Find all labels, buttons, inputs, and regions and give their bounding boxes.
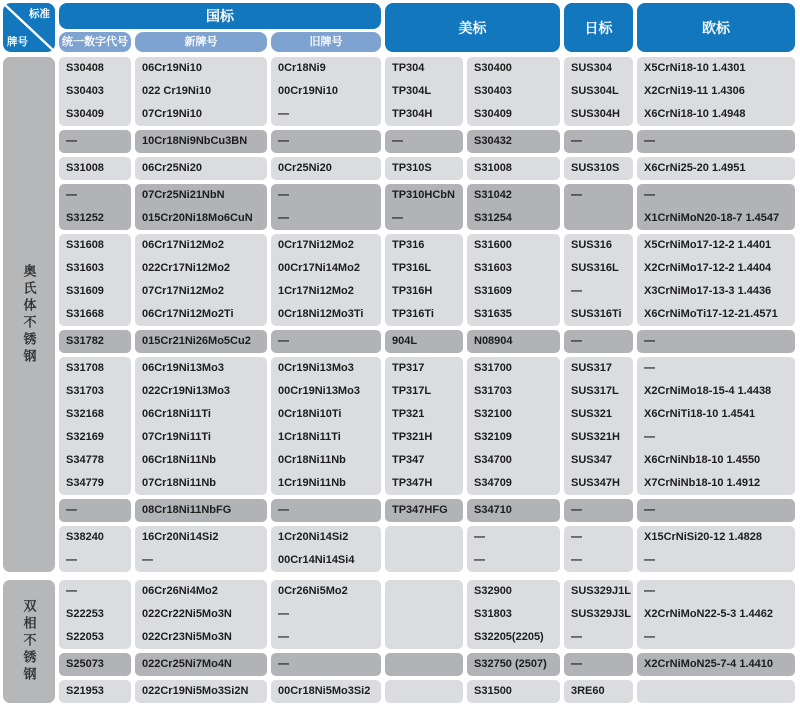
grade-cell: 1Cr20Ni14Si2 xyxy=(278,531,349,543)
grade-cell: S31008 xyxy=(474,162,512,174)
row-group xyxy=(637,330,795,353)
row-group xyxy=(135,57,267,126)
grade-cell: S34709 xyxy=(474,477,512,489)
grade-cell: — xyxy=(571,135,582,147)
grade-cell: S31609 xyxy=(474,285,512,297)
grade-cell: TP347HFG xyxy=(392,504,448,516)
row-group xyxy=(385,526,463,572)
row-group xyxy=(467,157,560,180)
row-group xyxy=(564,184,633,230)
row-group xyxy=(467,680,560,703)
grade-cell: S25073 xyxy=(66,658,104,670)
header-jp: 日标 xyxy=(564,3,633,52)
row-group xyxy=(271,57,381,126)
row-group xyxy=(135,330,267,353)
grade-cell: — xyxy=(278,135,289,147)
col-unified-code xyxy=(59,57,131,703)
grade-cell: TP321H xyxy=(392,431,433,443)
row-group xyxy=(59,499,131,522)
col-old-grade xyxy=(271,57,381,703)
grade-cell: X5CrNi18-10 1.4301 xyxy=(644,62,746,74)
grade-cell: 022 Cr19Ni10 xyxy=(142,85,212,97)
grade-cell: X2CrNiMo17-12-2 1.4404 xyxy=(644,262,772,274)
grade-cell: — xyxy=(66,585,77,597)
grade-cell: 0Cr18Ni11Nb xyxy=(278,454,346,466)
row-group xyxy=(467,357,560,495)
grade-cell: 1Cr18Ni11Ti xyxy=(278,431,341,443)
grade-cell: 00Cr17Ni14Mo2 xyxy=(278,262,360,274)
grade-cell: — xyxy=(392,212,403,224)
grade-cell: X1CrNiMoN20-18-7 1.4547 xyxy=(644,212,780,224)
grade-cell: X6CrNiMoTi17-12-21.4571 xyxy=(644,308,778,320)
grade-cell: S31635 xyxy=(474,308,512,320)
grade-cell: N08904 xyxy=(474,335,513,347)
grade-cell: 904L xyxy=(392,335,418,347)
row-group xyxy=(564,499,633,522)
row-group xyxy=(467,499,560,522)
grade-cell: X2CrNiMoN25-7-4 1.4410 xyxy=(644,658,774,670)
grade-cell: S32169 xyxy=(66,431,104,443)
row-group xyxy=(135,130,267,153)
table-body xyxy=(3,57,800,703)
grade-cell: — xyxy=(644,504,655,516)
row-group xyxy=(637,234,795,326)
row-group xyxy=(59,526,131,572)
grade-cell: S30403 xyxy=(66,85,104,97)
header-gb: 国标 xyxy=(59,3,381,29)
row-group xyxy=(385,184,463,230)
grade-cell: X3CrNiMo17-13-3 1.4436 xyxy=(644,285,772,297)
grade-cell: S30409 xyxy=(66,108,104,120)
row-group xyxy=(385,357,463,495)
section-label xyxy=(3,57,55,572)
grade-cell: SUS329J1L xyxy=(571,585,631,597)
row-group xyxy=(271,234,381,326)
row-group xyxy=(564,526,633,572)
grade-cell: 3RE60 xyxy=(571,685,605,697)
grade-cell: 0Cr26Ni5Mo2 xyxy=(278,585,348,597)
grade-cell: S31703 xyxy=(474,385,512,397)
row-group xyxy=(564,580,633,649)
grade-cell: S31609 xyxy=(66,285,104,297)
grade-cell xyxy=(385,603,463,626)
grade-cell: S31603 xyxy=(66,262,104,274)
grade-cell: S31254 xyxy=(474,212,512,224)
grade-cell: SUS304H xyxy=(571,108,620,120)
row-group xyxy=(385,330,463,353)
grade-cell: TP304H xyxy=(392,108,433,120)
row-group xyxy=(59,680,131,703)
col-us-grade xyxy=(385,57,463,703)
grade-cell xyxy=(637,680,795,703)
grade-cell: 00Cr19Ni13Mo3 xyxy=(278,385,360,397)
row-group xyxy=(135,653,267,676)
grade-cell: S32168 xyxy=(66,408,104,420)
grade-cell: TP347 xyxy=(392,454,425,466)
grade-cell: S31782 xyxy=(66,335,104,347)
grade-cell: X5CrNiMo17-12-2 1.4401 xyxy=(644,239,772,251)
grade-cell: S22053 xyxy=(66,631,104,643)
grade-cell: X6CrNiTi18-10 1.4541 xyxy=(644,408,756,420)
grade-cell: 07Cr19Ni11Ti xyxy=(142,431,211,443)
col-eu-grade xyxy=(637,57,795,703)
grade-cell: S30403 xyxy=(474,85,512,97)
grade-cell: — xyxy=(571,189,582,201)
row-group xyxy=(637,157,795,180)
header-eu: 欧标 xyxy=(637,3,795,52)
grade-cell: — xyxy=(278,108,289,120)
row-group xyxy=(59,357,131,495)
grade-cell: S31600 xyxy=(474,239,512,251)
grade-cell: X6CrNi25-20 1.4951 xyxy=(644,162,746,174)
grade-cell: — xyxy=(392,135,403,147)
table-header xyxy=(3,3,800,52)
grade-cell: 022Cr19Ni13Mo3 xyxy=(142,385,231,397)
grade-cell: — xyxy=(571,554,582,566)
row-group xyxy=(385,157,463,180)
grade-cell: 022Cr22Ni5Mo3N xyxy=(142,608,232,620)
grade-cell: S30432 xyxy=(474,135,512,147)
grade-cell: X6CrNi18-10 1.4948 xyxy=(644,108,746,120)
grade-cell: S32100 xyxy=(474,408,512,420)
row-group xyxy=(59,130,131,153)
grade-cell: 0Cr19Ni13Mo3 xyxy=(278,362,354,374)
grade-cell: 00Cr14Ni14Si4 xyxy=(278,554,355,566)
grade-cell: — xyxy=(571,285,582,297)
row-group xyxy=(59,580,131,649)
row-group xyxy=(467,653,560,676)
grade-cell: TP304 xyxy=(392,62,425,74)
row-group xyxy=(564,130,633,153)
grade-cell: S34700 xyxy=(474,454,512,466)
grade-cell: 08Cr18Ni11NbFG xyxy=(142,504,232,516)
row-group xyxy=(467,184,560,230)
grade-cell: — xyxy=(571,531,582,543)
grade-cell xyxy=(385,526,463,549)
row-group xyxy=(271,157,381,180)
grade-cell: S21953 xyxy=(66,685,104,697)
grade-cell: SUS317L xyxy=(571,385,619,397)
grade-cell: TP316 xyxy=(392,239,425,251)
grade-cell: SUS317 xyxy=(571,362,612,374)
grade-cell: X2CrNiMoN22-5-3 1.4462 xyxy=(644,608,774,620)
section-label-column xyxy=(3,57,55,703)
col-us-uns xyxy=(467,57,560,703)
grade-cell: S31042 xyxy=(474,189,512,201)
row-group xyxy=(385,653,463,676)
grade-cell: — xyxy=(571,335,582,347)
row-group xyxy=(385,499,463,522)
grade-cell: 1Cr17Ni12Mo2 xyxy=(278,285,354,297)
row-group xyxy=(271,499,381,522)
row-group xyxy=(564,357,633,495)
row-group xyxy=(271,130,381,153)
header-us: 美标 xyxy=(385,3,560,52)
row-group xyxy=(637,526,795,572)
grade-cell: SUS321 xyxy=(571,408,612,420)
row-group xyxy=(467,57,560,126)
grade-cell: — xyxy=(571,631,582,643)
grade-cell: — xyxy=(278,212,289,224)
grade-cell: SUS310S xyxy=(571,162,620,174)
row-group xyxy=(564,680,633,703)
grade-cell: SUS347 xyxy=(571,454,612,466)
grade-cell: TP304L xyxy=(392,85,432,97)
grade-cell: — xyxy=(644,585,655,597)
grade-cell: 07Cr25Ni21NbN xyxy=(142,189,225,201)
corner-cell xyxy=(3,3,55,52)
row-group xyxy=(467,234,560,326)
subheader-unified-code: 统一数字代号 xyxy=(59,32,131,52)
row-group xyxy=(271,680,381,703)
row-group xyxy=(135,184,267,230)
grade-cell: — xyxy=(644,362,655,374)
row-group xyxy=(564,157,633,180)
grade-cell: 0Cr18Ni9 xyxy=(278,62,326,74)
grade-cell: S31708 xyxy=(66,362,104,374)
grade-cell: X15CrNiSi20-12 1.4828 xyxy=(644,531,763,543)
row-group xyxy=(564,330,633,353)
grade-cell: 0Cr18Ni12Mo3Ti xyxy=(278,308,364,320)
grade-cell: — xyxy=(278,504,289,516)
grade-cell: 022Cr25Ni7Mo4N xyxy=(142,658,232,670)
grade-cell: S30409 xyxy=(474,108,512,120)
grade-cell: S31008 xyxy=(66,162,104,174)
gb-subheaders xyxy=(59,32,381,52)
grade-cell: S32109 xyxy=(474,431,512,443)
grade-cell: — xyxy=(644,335,655,347)
grade-cell: 1Cr19Ni11Nb xyxy=(278,477,346,489)
grade-cell: S22253 xyxy=(66,608,104,620)
corner-label-grade: 牌号 xyxy=(7,36,28,48)
corner-label-standard: 标准 xyxy=(29,8,50,20)
row-group xyxy=(59,234,131,326)
row-group xyxy=(385,130,463,153)
grade-cell: 10Cr18Ni9NbCu3BN xyxy=(142,135,248,147)
row-group xyxy=(271,653,381,676)
grade-cell: — xyxy=(644,554,655,566)
grade-cell: 06Cr19Ni10 xyxy=(142,62,202,74)
grade-cell xyxy=(385,653,463,676)
grade-cell: — xyxy=(142,554,153,566)
row-group xyxy=(637,357,795,495)
grade-cell: SUS304 xyxy=(571,62,612,74)
section-label-text: 奥氏体不锈钢 xyxy=(21,263,37,366)
row-group xyxy=(135,234,267,326)
grade-cell: TP316Ti xyxy=(392,308,434,320)
grade-cell: TP321 xyxy=(392,408,425,420)
grade-cell: 0Cr18Ni10Ti xyxy=(278,408,342,420)
section-label-text: 双相不锈钢 xyxy=(21,599,37,684)
row-group xyxy=(467,526,560,572)
grade-cell: X2CrNiMo18-15-4 1.4438 xyxy=(644,385,772,397)
grade-cell xyxy=(385,549,463,572)
col-new-grade xyxy=(135,57,267,703)
grade-cell: TP316L xyxy=(392,262,432,274)
row-group xyxy=(135,157,267,180)
row-group xyxy=(59,184,131,230)
grade-cell: 0Cr25Ni20 xyxy=(278,162,332,174)
grade-cell: — xyxy=(644,431,655,443)
grade-cell: 06Cr18Ni11Ti xyxy=(142,408,211,420)
row-group xyxy=(467,330,560,353)
grade-cell: SUS304L xyxy=(571,85,619,97)
grade-cell: SUS347H xyxy=(571,477,620,489)
grade-cell: S31700 xyxy=(474,362,512,374)
subheader-new-grade: 新牌号 xyxy=(135,32,267,52)
row-group xyxy=(385,234,463,326)
grade-cell: S31603 xyxy=(474,262,512,274)
grade-cell: TP317 xyxy=(392,362,425,374)
row-group xyxy=(271,580,381,649)
grade-cell: — xyxy=(571,504,582,516)
grade-cell: S31608 xyxy=(66,239,104,251)
row-group xyxy=(564,653,633,676)
row-group xyxy=(385,57,463,126)
grade-cell: — xyxy=(278,608,289,620)
grade-cell: 16Cr20Ni14Si2 xyxy=(142,531,219,543)
row-group xyxy=(135,499,267,522)
row-group xyxy=(135,580,267,649)
row-group xyxy=(637,653,795,676)
grade-cell: S30400 xyxy=(474,62,512,74)
grade-cell: SUS316 xyxy=(571,239,612,251)
row-group xyxy=(385,580,463,649)
row-group xyxy=(564,234,633,326)
grade-cell: TP310S xyxy=(392,162,432,174)
grade-cell xyxy=(385,580,463,603)
row-group xyxy=(637,680,795,703)
grade-cell: — xyxy=(278,189,289,201)
section-label xyxy=(3,580,55,703)
grade-cell: S31252 xyxy=(66,212,104,224)
row-group xyxy=(59,57,131,126)
grade-cell: X7CrNiNb18-10 1.4912 xyxy=(644,477,761,489)
grade-cell: S31500 xyxy=(474,685,512,697)
row-group xyxy=(271,184,381,230)
grade-cell: S31668 xyxy=(66,308,104,320)
grade-cell: X2CrNi19-11 1.4306 xyxy=(644,85,745,97)
grade-cell: — xyxy=(474,554,485,566)
row-group xyxy=(135,526,267,572)
row-group xyxy=(637,580,795,649)
row-group xyxy=(637,130,795,153)
grade-cell: 022Cr19Ni5Mo3Si2N xyxy=(142,685,249,697)
subheader-old-grade: 旧牌号 xyxy=(271,32,381,52)
grade-cell: S34778 xyxy=(66,454,104,466)
grade-cell: S32900 xyxy=(474,585,512,597)
grade-cell: 06Cr17Ni12Mo2 xyxy=(142,239,224,251)
grade-cell: SUS316L xyxy=(571,262,619,274)
grade-cell: 07Cr19Ni10 xyxy=(142,108,202,120)
grade-cell: S32750 (2507) xyxy=(474,658,547,670)
grade-cell: — xyxy=(644,631,655,643)
row-group xyxy=(271,357,381,495)
grade-cell: 06Cr25Ni20 xyxy=(142,162,202,174)
row-group xyxy=(467,580,560,649)
grade-cell xyxy=(385,680,463,703)
row-group xyxy=(59,330,131,353)
grade-cell: — xyxy=(474,531,485,543)
grade-cell: 06Cr19Ni13Mo3 xyxy=(142,362,224,374)
row-group xyxy=(637,57,795,126)
grade-cell: 06Cr26Ni4Mo2 xyxy=(142,585,218,597)
row-group xyxy=(637,499,795,522)
grade-cell: SUS316Ti xyxy=(571,308,622,320)
grade-cell: — xyxy=(644,135,655,147)
grade-cell: 06Cr17Ni12Mo2Ti xyxy=(142,308,234,320)
grade-cell: — xyxy=(571,658,582,670)
grade-cell: 022Cr23Ni5Mo3N xyxy=(142,631,232,643)
grade-cell xyxy=(385,626,463,649)
grade-cell: S32205(2205) xyxy=(474,631,544,643)
grade-cell: — xyxy=(66,504,77,516)
grade-cell: 07Cr18Ni11Nb xyxy=(142,477,216,489)
grade-cell: S34710 xyxy=(474,504,512,516)
col-jp-grade xyxy=(564,57,633,703)
grade-cell: X6CrNiNb18-10 1.4550 xyxy=(644,454,761,466)
grade-cell: TP316H xyxy=(392,285,433,297)
grade-cell xyxy=(564,207,633,230)
grade-cell: TP317L xyxy=(392,385,432,397)
grade-cell: — xyxy=(278,335,289,347)
grade-cell: — xyxy=(278,631,289,643)
grade-cell: 06Cr18Ni11Nb xyxy=(142,454,216,466)
grade-cell: — xyxy=(66,135,77,147)
row-group xyxy=(271,526,381,572)
grade-cell: S31803 xyxy=(474,608,512,620)
row-group xyxy=(135,357,267,495)
row-group xyxy=(467,130,560,153)
grade-cell: 00Cr19Ni10 xyxy=(278,85,338,97)
grade-cell: 00Cr18Ni5Mo3Si2 xyxy=(278,685,371,697)
grade-cell: TP347H xyxy=(392,477,433,489)
row-group xyxy=(59,157,131,180)
row-group xyxy=(637,184,795,230)
grade-cell: 07Cr17Ni12Mo2 xyxy=(142,285,224,297)
grade-cell: — xyxy=(66,189,77,201)
grade-cell: S31703 xyxy=(66,385,104,397)
grade-cell: S34779 xyxy=(66,477,104,489)
row-group xyxy=(385,680,463,703)
grade-cell: 0Cr17Ni12Mo2 xyxy=(278,239,354,251)
row-group xyxy=(59,653,131,676)
grade-cell: — xyxy=(644,189,655,201)
row-group xyxy=(271,330,381,353)
grade-cell: SUS321H xyxy=(571,431,620,443)
row-group xyxy=(135,680,267,703)
grade-cell: — xyxy=(278,658,289,670)
grade-cell: 022Cr17Ni12Mo2 xyxy=(142,262,231,274)
grade-cell: S38240 xyxy=(66,531,104,543)
row-group xyxy=(564,57,633,126)
header-group-gb xyxy=(59,3,381,52)
grade-cell: — xyxy=(66,554,77,566)
grade-cell: SUS329J3L xyxy=(571,608,631,620)
grade-cell: 015Cr20Ni18Mo6CuN xyxy=(142,212,253,224)
grade-cell: TP310HCbN xyxy=(392,189,455,201)
grade-cell: 015Cr21Ni26Mo5Cu2 xyxy=(142,335,251,347)
grade-cell: S30408 xyxy=(66,62,104,74)
